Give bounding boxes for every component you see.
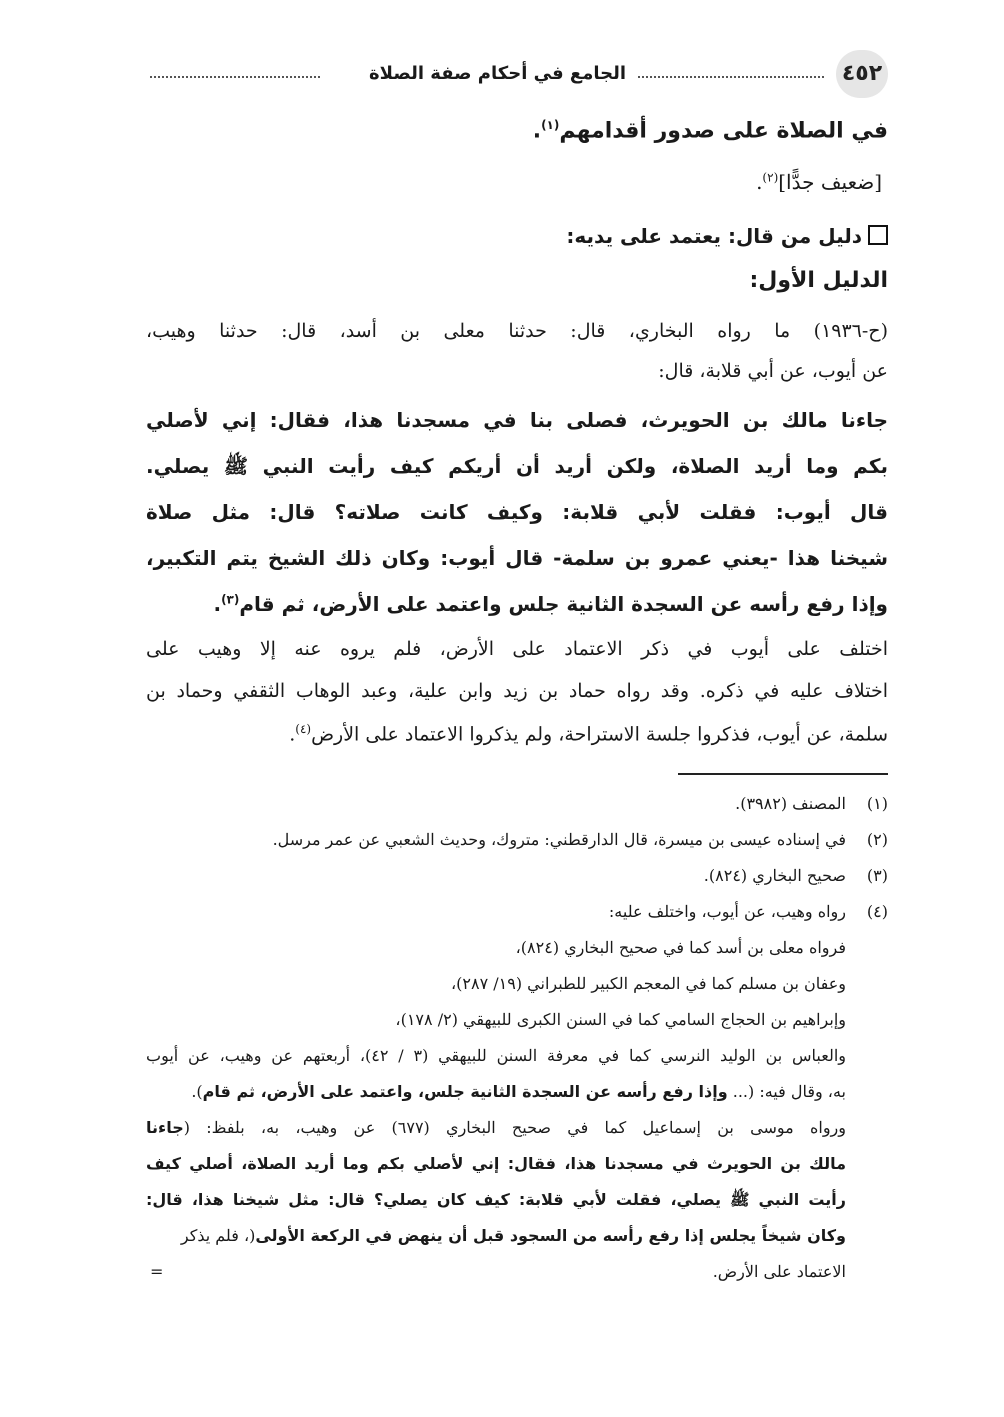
footnote [146,794,888,813]
text-span: . [532,118,542,144]
book-page [146,40,888,1380]
footnote-marker[interactable]: (٣) [221,592,240,607]
footnote-text: المصنف (٣٩٨٢). [735,794,846,813]
footnote-line: والعباس بن الوليد النرسي كما في معرفة السنن للبيهقي (٣ / ٤٢)، أربعتهم عن وهيب، عن أيوب [146,1046,847,1065]
text-span: ورواه موسى بن إسماعيل كما في صحيح البخاري (٦٧٧) عن وهيب، به، بلفظ: ( [183,1118,847,1137]
footnote-text: في إسناده عيسى بن ميسرة، قال الدارقطني: متروك، وحديث الشعبي عن عمر مرسل. [272,830,846,849]
text-span: (، فلم يذكر [180,1226,256,1245]
footnote-line [146,1118,846,1137]
text-span-bold: جاءنا [146,1118,184,1137]
text-span: في الصلاة على صدور أقدامهم [559,118,888,144]
text-line [146,592,888,616]
footnote-line: وإبراهيم بن الحجاج السامي كما في السنن الكبرى للبيهقي (٢/ ١٧٨)، [395,1010,846,1029]
footnote-line: وعفان بن مسلم كما في المعجم الكبير للطبراني (١٩/ ٢٨٧)، [450,974,846,993]
section-heading [146,224,888,248]
header-dotted-rule [638,76,824,78]
text-line: عن أيوب، عن أبي قلابة، قال: [658,360,888,382]
footnote-line: مالك بن الحويرث في مسجدنا هذا، فقال: إني لأصلي بكم وما أريد الصلاة، أصلي كيف [146,1154,846,1173]
text-span: . [756,170,763,194]
footnote-line [146,1082,846,1101]
footnote-line: الاعتماد على الأرض. [712,1262,846,1281]
footnote-marker[interactable]: (١) [541,118,560,132]
text-line: شيخنا هذا -يعني عمرو بن سلمة- قال أيوب: وكان ذلك الشيخ يتم التكبير، [146,546,888,570]
text-line: (ح-١٩٣٦) ما رواه البخاري، قال: حدثنا معلى بن أسد، قال: حدثنا وهيب، [146,320,888,342]
footnote-line: فرواه معلى بن أسد كما في صحيح البخاري (٨٢٤)، [515,938,846,957]
footnote-line: رأيت النبي ﷺ يصلي، فقلت لأبي قلابة: كيف كان يصلي؟ قال: مثل شيخنا هذا، قال: [146,1190,846,1209]
text-line [146,118,888,143]
text-line: اختلف على أيوب في ذكر الاعتماد على الأرض، فلم يروه عنه إلا وهيب على [146,638,888,660]
footnote [146,866,888,885]
text-span: سلمة، عن أيوب، فذكروا جلسة الاستراحة، ولم يذكروا الاعتماد على الأرض [311,723,888,746]
running-title: الجامع في أحكام صفة الصلاة [369,63,626,84]
text-line: جاءنا مالك بن الحويرث، فصلى بنا في مسجدنا هذا، فقال: إني لأصلي [146,408,888,432]
text-span: به، وقال فيه: (... [727,1082,846,1101]
footnote-number: (٣) [866,866,888,885]
hadith-grade [146,170,882,194]
footnote-line [146,1226,846,1245]
text-span: [ضعيف جدًّا] [778,170,882,194]
footnote-marker[interactable]: (٢) [762,170,779,185]
page-header [146,40,888,104]
text-line: اختلاف عليه في ذكره. وقد رواه حماد بن زيد وابن علية، وعبد الوهاب الثقفي وحماد بن [146,680,888,702]
footnote-number: (٤) [866,902,888,921]
continuation-mark: = [150,1262,164,1281]
subheading: الدليل الأول: [749,268,888,293]
footnote [146,902,888,921]
text-line: قال أيوب: فقلت لأبي قلابة: وكيف كانت صلاته؟ قال: مثل صلاة [146,500,888,524]
text-line [146,722,888,745]
text-span-bold: وكان شيخاً يجلس إذا رفع رأسه من السجود قبل أن ينهض في الركعة الأولى [255,1226,846,1245]
text-span: وإذا رفع رأسه عن السجدة الثانية جلس واعتمد على الأرض، ثم قام [239,592,888,616]
footnote-marker[interactable]: (٤) [295,722,312,736]
page-number: ٤٥٢ [836,50,888,98]
footnote-number: (١) [866,794,888,813]
text-line: بكم وما أريد الصلاة، ولكن أريد أن أريكم كيف رأيت النبي ﷺ يصلي. [146,454,888,478]
footnote-text: صحيح البخاري (٨٢٤). [703,866,846,885]
text-span: دليل من قال: يعتمد على يديه: [566,224,862,248]
text-span: ). [191,1082,203,1101]
text-span: . [289,723,296,746]
footnote [146,830,888,849]
text-span-bold: وإذا رفع رأسه عن السجدة الثانية جلس، واعتمد على الأرض، ثم قام [202,1082,728,1101]
footnote-text: رواه وهيب، عن أيوب، واختلف عليه: [608,902,846,921]
checkbox-icon [868,225,888,245]
header-dotted-rule [150,76,320,78]
footnote-separator [678,773,888,775]
text-span: . [213,592,222,616]
footnote-number: (٢) [866,830,888,849]
